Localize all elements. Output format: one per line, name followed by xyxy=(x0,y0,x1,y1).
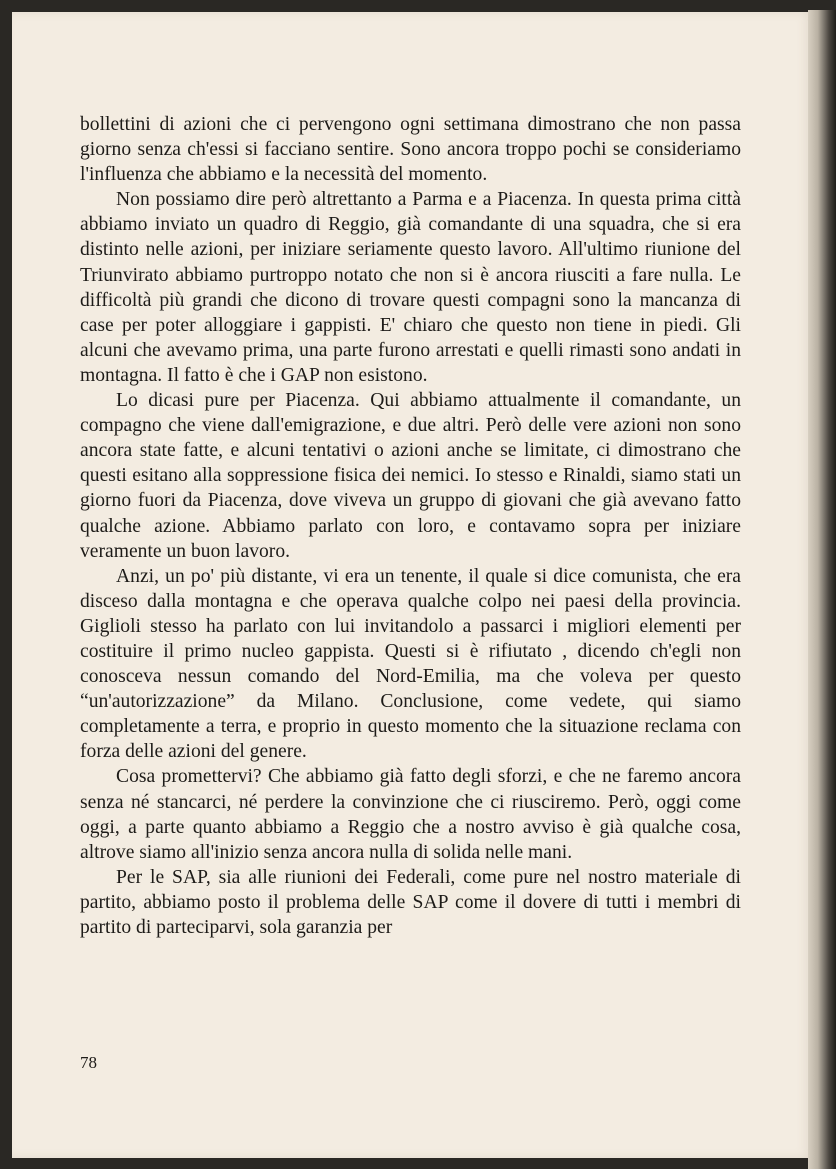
paragraph-5: Cosa promettervi? Che abbiamo già fatto degli sforzi, e che ne faremo ancora senza né stancarci, né perdere la convinzione che ci riusciremo. Però, oggi come oggi, a parte quanto abbiamo a Reggio che a nostro avviso è già qualche cosa, altrove siamo all'inizio senza ancora nulla di solida nelle mani. xyxy=(80,766,741,863)
paragraph-2: Non possiamo dire però altrettanto a Parma e a Piacenza. In questa prima città abbiamo inviato un quadro di Reggio, già comandante di una squadra, che si era distinto nelle azioni, per iniziare seriamente questo lavoro. All'ultimo riunione del Triunvirato abbiamo purtroppo notato che non si è ancora riusciti a fare nulla. Le difficoltà più grandi che dicono di trovare questi compagni sono la mancanza di case per poter alloggiare i gappisti. E' chiaro che questo non tiene in piedi. Gli alcuni che avevamo prima, una parte furono arrestati e quelli rimasti sono andati in montagna. Il fatto è che i GAP non esistono. xyxy=(80,189,741,386)
body-text xyxy=(80,112,741,940)
page-binding-edge xyxy=(808,10,836,1169)
paragraph-3: Lo dicasi pure per Piacenza. Qui abbiamo attualmente il comandante, un compagno che viene dall'emigrazione, e due altri. Però delle vere azioni non sono ancora state fatte, e alcuni tentativi o azioni anche se limitate, ci dimostrano che questi esitano alla soppressione fisica dei nemici. Io stesso e Rinaldi, siamo stati un giorno fuori da Piacenza, dove viveva un gruppo di giovani che già avevano fatto qualche azione. Abbiamo parlato con loro, e contavamo sopra per iniziare veramente un buon lavoro. xyxy=(80,390,741,562)
page-number: 78 xyxy=(80,1053,97,1072)
paragraph-1: bollettini di azioni che ci pervengono ogni settimana dimostrano che non passa giorno senza ch'essi si facciano sentire. Sono ancora troppo pochi se consideriamo l'influenza che abbiamo e la necessità del momento. xyxy=(80,114,741,186)
paragraph-4: Anzi, un po' più distante, vi era un tenente, il quale si dice comunista, che era disceso dalla montagna e che operava qualche colpo nei paesi della provincia. Giglioli stesso ha parlato con lui invitandolo a passarci i migliori elementi per costituire il primo nucleo gappista. Questi si è rifiutato , dicendo ch'egli non conosceva nessun comando del Nord-Emilia, ma che voleva per questo “un'autorizzazione” da Milano. Conclusione, come vedete, qui siamo completamente a terra, e proprio in questo momento che la situazione reclama con forza delle azioni del genere. xyxy=(80,565,741,763)
paragraph-6: Per le SAP, sia alle riunioni dei Federali, come pure nel nostro materiale di partito, abbiamo posto il problema delle SAP come il dovere di tutti i membri di partito di parteciparvi, sola garanzia per xyxy=(80,866,741,938)
